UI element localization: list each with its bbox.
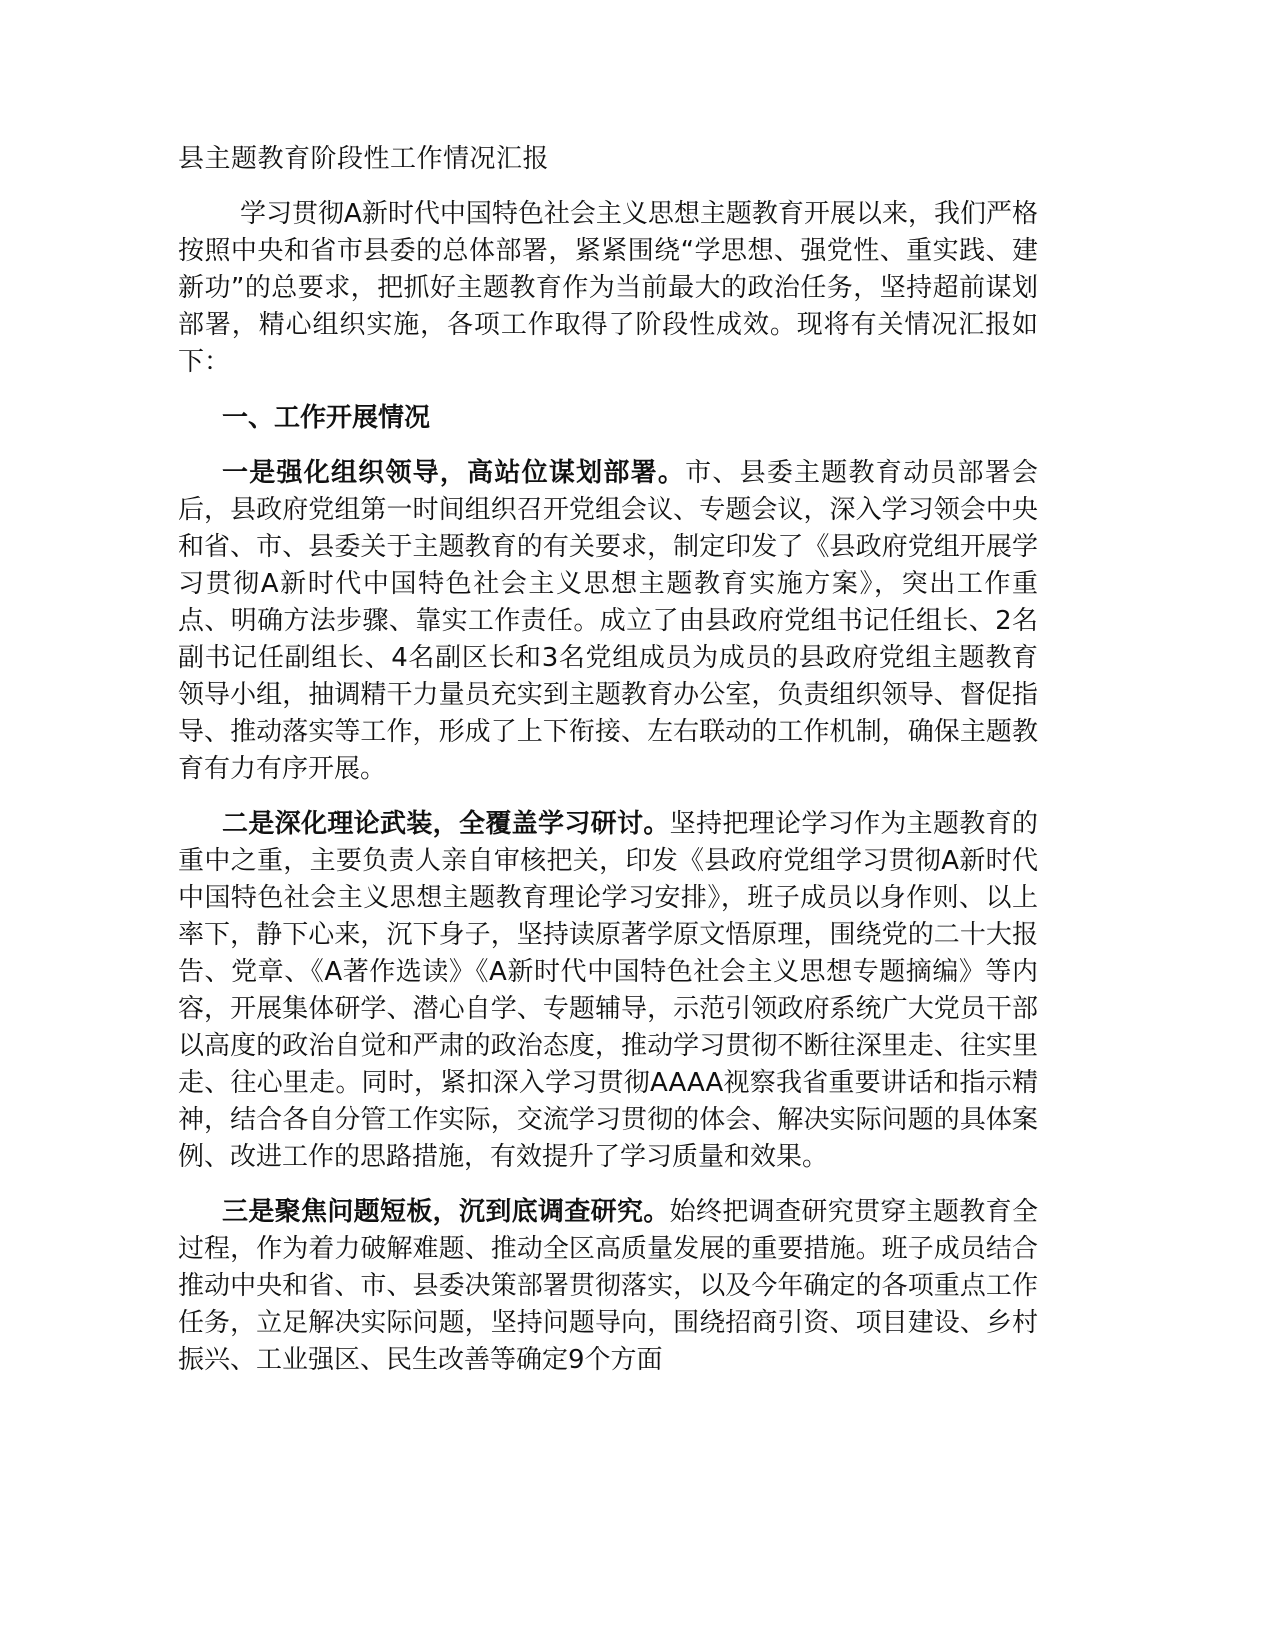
paragraph-lead: 一是强化组织领导，高站位谋划部署。 [222, 458, 686, 488]
paragraph-lead: 二是深化理论武装，全覆盖学习研讨。 [222, 809, 670, 839]
document-title: 县主题教育阶段性工作情况汇报 [178, 144, 550, 174]
paragraph-body: 市、县委主题教育动员部署会后，县政府党组第一时间组织召开党组会议、专题会议，深入学习领会中央和省、市、县委关于主题教育的有关要求，制定印发了《县政府党组开展学习贯彻A新时代中国特色社会主义思想主题教育实施方案》，突出工作重点、明确方法步骤、靠实工作责任。成立了由县政府党组书记任组长、2名副书记任副组长、4名副区长和3名党组成员为成员的县政府党组主题教育领导小组，抽调精干力量员充实到主题教育办公室，负责组织领导、督促指导、推动落实等工作，形成了上下衔接、左右联动的工作机制，确保主题教育有力有序开展。 [178, 458, 1038, 784]
body-paragraph-1 [178, 455, 1038, 788]
paragraph-body: 坚持把理论学习作为主题教育的重中之重，主要负责人亲自审核把关，印发《县政府党组学习贯彻A新时代中国特色社会主义思想主题教育理论学习安排》，班子成员以身作则、以上率下，静下心来，沉下身子，坚持读原著学原文悟原理，围绕党的二十大报告、党章、《A著作选读》《A新时代中国特色社会主义思想专题摘编》等内容，开展集体研学、潜心自学、专题辅导，示范引领政府系统广大党员干部以高度的政治自觉和严肃的政治态度，推动学习贯彻不断往深里走、往实里走、往心里走。同时，紧扣深入学习贯彻AAAA视察我省重要讲话和指示精神，结合各自分管工作实际，交流学习贯彻的体会、解决实际问题的具体案例、改进工作的思路措施，有效提升了学习质量和效果。 [178, 809, 1038, 1172]
section-heading: 一、工作开展情况 [222, 403, 431, 433]
body-paragraph-2 [178, 806, 1038, 1176]
document-page [178, 140, 1038, 1397]
paragraph-body: 始终把调查研究贯穿主题教育全过程，作为着力破解难题、推动全区高质量发展的重要措施。班子成员结合推动中央和省、市、县委决策部署贯彻落实，以及今年确定的各项重点工作任务，立足解决实际问题，坚持问题导向，围绕招商引资、项目建设、乡村振兴、工业强区、民生改善等确定9个方面 [178, 1197, 1038, 1375]
paragraph-lead: 三是聚焦问题短板，沉到底调查研究。 [222, 1197, 670, 1227]
body-paragraph-3 [178, 1194, 1038, 1379]
intro-paragraph: 学习贯彻A新时代中国特色社会主义思想主题教育开展以来，我们严格按照中央和省市县委的总体部署，紧紧围绕“学思想、强党性、重实践、建新功”的总要求，把抓好主题教育作为当前最大的政治任务，坚持超前谋划部署，精心组织实施，各项工作取得了阶段性成效。现将有关情况汇报如下： [178, 199, 1038, 377]
